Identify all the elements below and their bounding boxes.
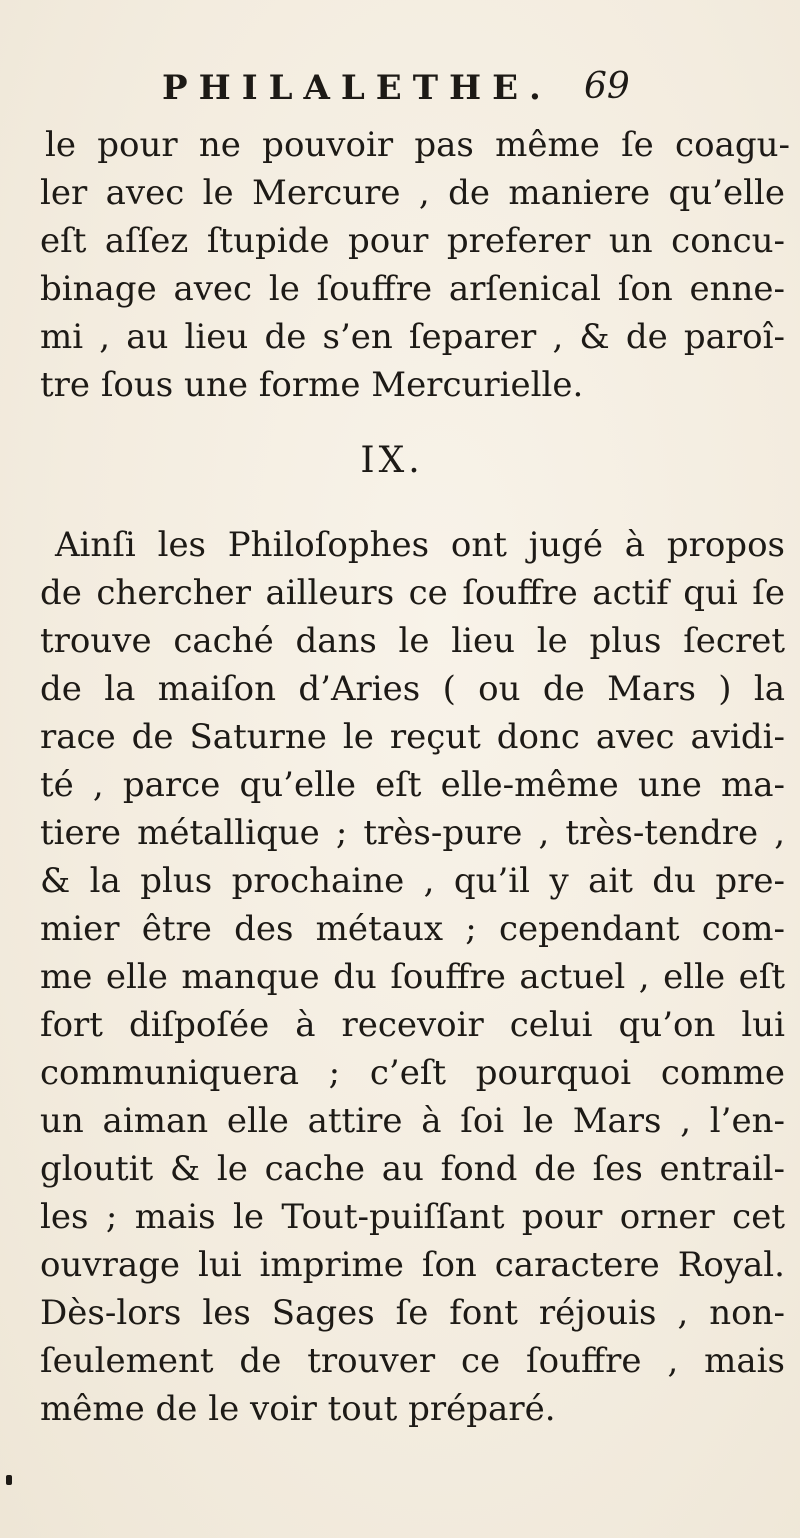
text-line: communiquera ; c’eſt pourquoi comme — [40, 1053, 785, 1093]
text-line: té , parce qu’elle eſt elle-même une ma- — [40, 765, 785, 805]
text-line: de chercher ailleurs ce ſouffre actif qui ſe — [40, 573, 785, 613]
text-line: me elle manque du ſouffre actuel , elle eſt — [40, 957, 785, 997]
text-line: le pour ne pouvoir pas même ſe coagu- — [45, 125, 790, 165]
text-line: fort diſpoſée à recevoir celui qu’on lui — [40, 1005, 785, 1045]
text-line: race de Saturne le reçut donc avec avidi- — [40, 717, 785, 757]
text-line: tre ſous une forme Mercurielle. — [40, 365, 584, 405]
text-line: même de le voir tout préparé. — [40, 1389, 556, 1429]
page-number: 69 — [584, 66, 630, 107]
running-head — [0, 68, 800, 118]
text-line: trouve caché dans le lieu le plus ſecret — [40, 621, 785, 661]
text-line: mier être des métaux ; cependant com- — [40, 909, 785, 949]
section-number-label: IX. — [360, 440, 424, 481]
section-number — [0, 440, 800, 481]
text-line: Dès-lors les Sages ſe font réjouis , non- — [40, 1293, 785, 1333]
text-line: binage avec le ſouffre arſenical ſon enne- — [40, 269, 785, 309]
running-title: PHILALETHE. — [162, 68, 552, 108]
text-line: ſeulement de trouver ce ſouffre , mais — [40, 1341, 785, 1381]
text-line: & la plus prochaine , qu’il y ait du pre- — [40, 861, 785, 901]
text-line: mi , au lieu de s’en ſeparer , & de paroî- — [40, 317, 785, 357]
text-line: les ; mais le Tout-puiſſant pour orner cet — [40, 1197, 785, 1237]
text-line: eſt aſſez ſtupide pour preferer un concu- — [40, 221, 785, 261]
text-line: Ainſi les Philoſophes ont jugé à propos — [55, 525, 785, 565]
text-line: tiere métallique ; très-pure , très-tendre , — [40, 813, 785, 853]
text-line: ouvrage lui imprime ſon caractere Royal. — [40, 1245, 785, 1285]
ink-mark — [6, 1475, 12, 1485]
text-line: gloutit & le cache au fond de ſes entrail- — [40, 1149, 785, 1189]
text-line: un aiman elle attire à ſoi le Mars , l’en- — [40, 1101, 785, 1141]
text-line: de la maiſon d’Aries ( ou de Mars ) la — [40, 669, 785, 709]
text-line: ler avec le Mercure , de maniere qu’elle — [40, 173, 785, 213]
